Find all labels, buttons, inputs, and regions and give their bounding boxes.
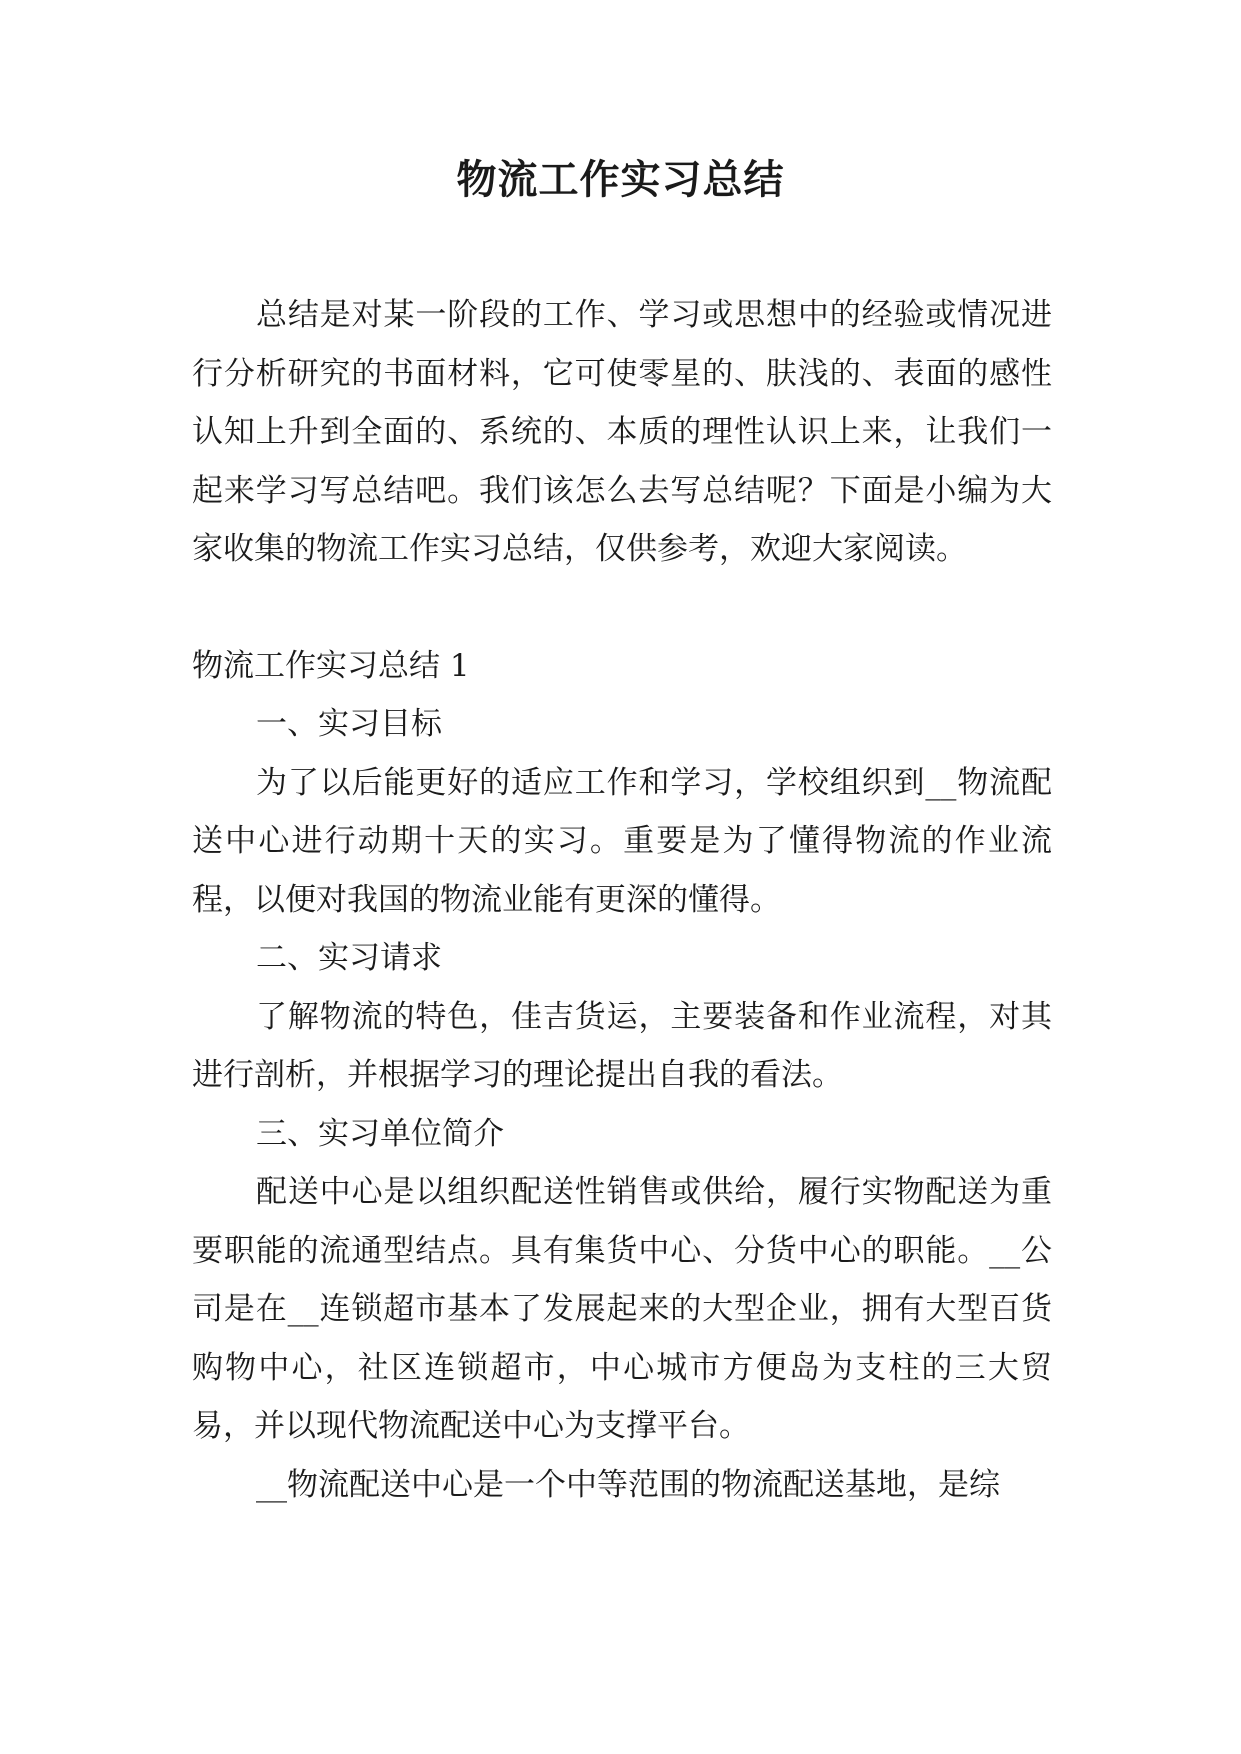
- body-paragraph: __物流配送中心是一个中等范围的物流配送基地，是综: [256, 1466, 1000, 1503]
- document-body: [192, 286, 1052, 1514]
- document-title: 物流工作实习总结: [456, 156, 785, 203]
- body-paragraph: 配送中心是以组织配送性销售或供给，履行实物配送为重要职能的流通型结点。具有集货中心、分货中心的职能。__公司是在__连锁超市基本了发展起来的大型企业，拥有大型百货购物中心，社区连锁超市，中心城市方便岛为支柱的三大贸易，并以现代物流配送中心为支撑平台。: [192, 1174, 1052, 1444]
- subheading-requirements: 二、实习请求: [256, 940, 442, 976]
- body-paragraph: 了解物流的特色，佳吉货运，主要装备和作业流程，对其进行剖析，并根据学习的理论提出自我的看法。: [192, 998, 1052, 1093]
- intro-paragraph: 总结是对某一阶段的工作、学习或思想中的经验或情况进行分析研究的书面材料，它可使零星的、肤浅的、表面的感性认知上升到全面的、系统的、本质的理性认识上来，让我们一起来学习写总结吧。我们该怎么去写总结呢？下面是小编为大家收集的物流工作实习总结，仅供参考，欢迎大家阅读。: [192, 297, 1052, 567]
- section-heading: 物流工作实习总结 1: [192, 647, 470, 684]
- body-paragraph: 为了以后能更好的适应工作和学习，学校组织到__物流配送中心进行动期十天的实习。重要是为了懂得物流的作业流程，以便对我国的物流业能有更深的懂得。: [192, 764, 1052, 918]
- subheading-goal: 一、实习目标: [256, 706, 442, 742]
- subheading-unit-intro: 三、实习单位简介: [256, 1115, 504, 1152]
